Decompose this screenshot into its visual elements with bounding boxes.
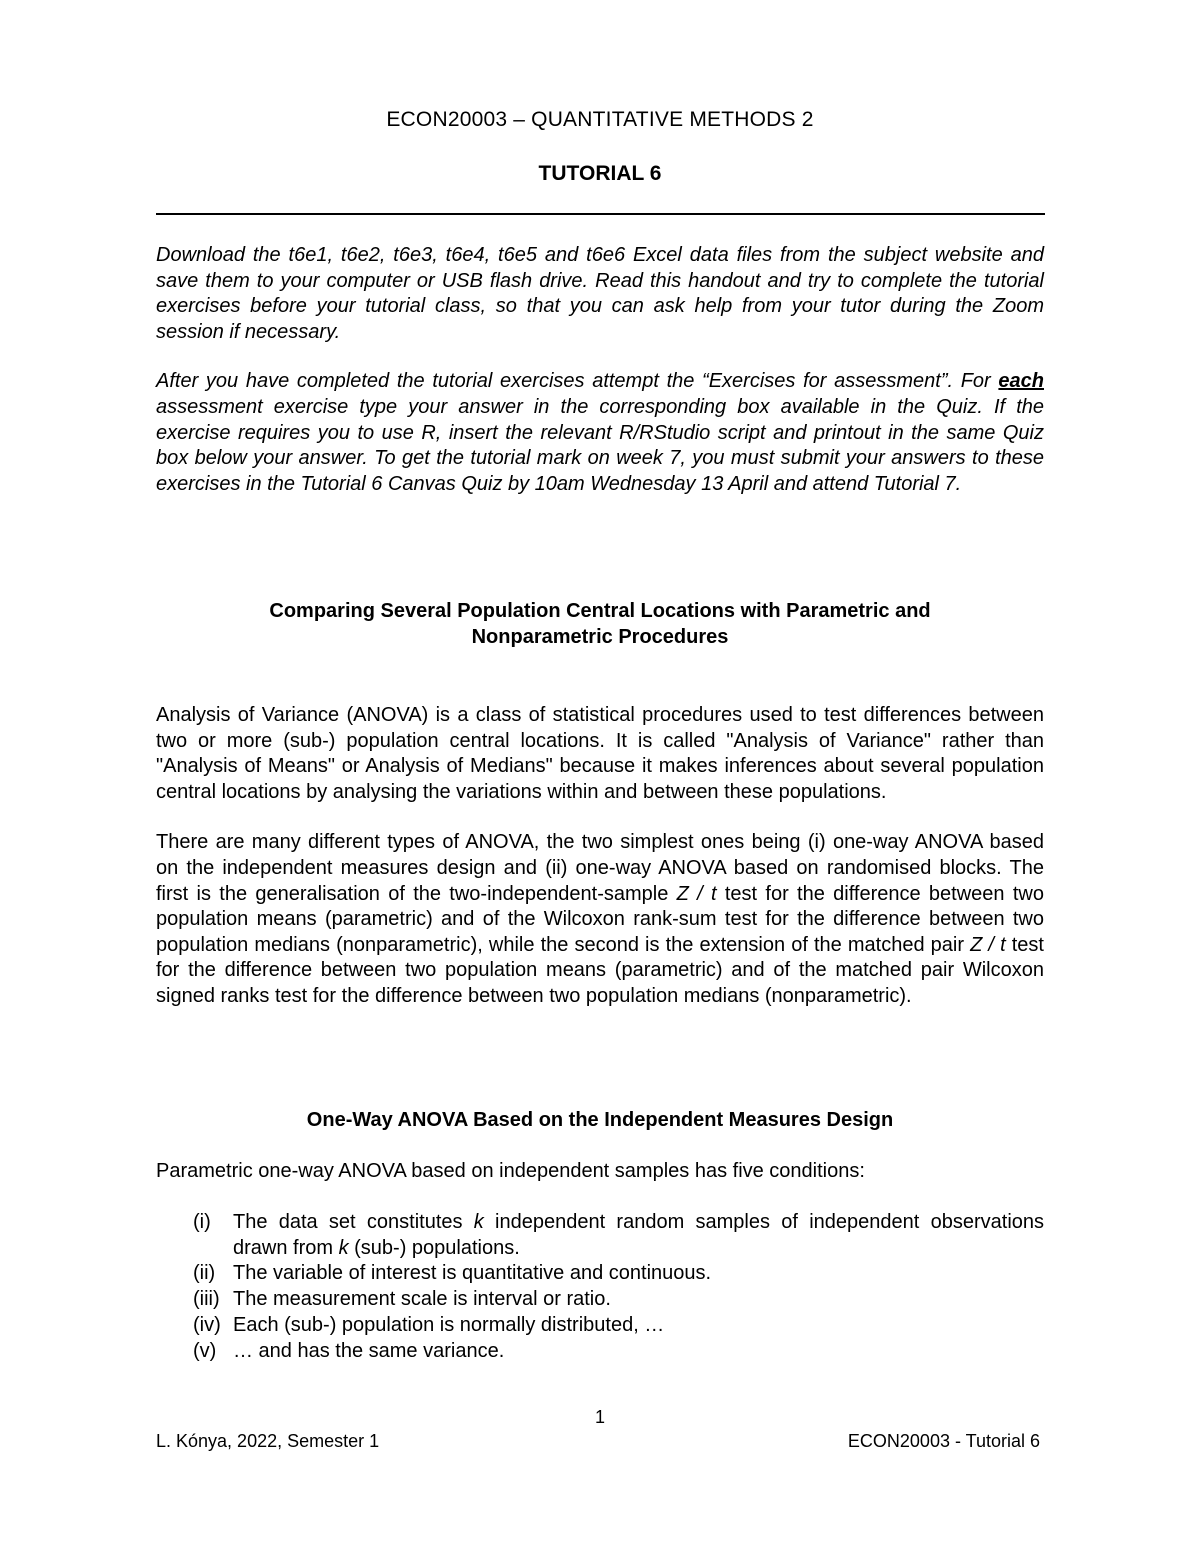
list-item-number: (i) [193,1211,211,1233]
title-divider [156,213,1045,215]
section-heading-line2: Nonparametric Procedures [471,625,729,648]
section-heading-one-way-anova: One-Way ANOVA Based on the Independent Measures Design [306,1109,894,1131]
cond1-text-b: independent random samples of independent observations drawn from [233,1211,1045,1259]
assessment-text-end: assessment exercise type your answer in the corresponding box available in the Quiz. If the exercise requires you to use R, insert the relevant R/RStudio script and printout in the same Quiz box below your answer. To get the tutorial mark on week 7, you must submit your answers to these exercises in the Tutorial 6 Canvas Quiz by 10am Wednesday 13 April and attend Tutorial 7. [156,395,1044,495]
conditions-intro: Parametric one-way ANOVA based on independent samples has five conditions: [156,1160,865,1182]
list-item-text: The variable of interest is quantitative and continuous. [233,1262,712,1285]
list-item [193,1261,1044,1287]
list-item-text: … and has the same variance. [233,1339,505,1362]
list-item-number: (iv) [193,1313,221,1336]
list-item-number: (ii) [193,1262,216,1285]
list-item-text: Each (sub-) population is normally distributed, … [233,1313,665,1336]
list-item [193,1339,1044,1365]
course-title: ECON20003 – QUANTITATIVE METHODS 2 [386,108,814,131]
cond1-text-c: (sub-) populations. [348,1236,520,1259]
list-item [193,1313,1044,1339]
page-number: 1 [594,1407,605,1427]
list-item [193,1210,1044,1261]
footer-course: ECON20003 - Tutorial 6 [847,1431,1040,1451]
intro-instructions [156,243,1044,497]
footer-author: L. Kónya, 2022, Semester 1 [156,1431,380,1451]
anova-definition-paragraph: Analysis of Variance (ANOVA) is a class of statistical procedures used to test differences between two or more (sub-) population central locations. It is called "Analysis of Variance" rather than "Analysis of Means" or Analysis of Medians" because it makes inferences about several population central locations by analysing the variations within and between these populations. [156,704,1044,803]
list-item-text [233,1210,1044,1261]
intro-paragraph-download: Download the t6e1, t6e2, t6e3, t6e4, t6e5 and t6e6 Excel data files from the subject website and save them to your computer or USB flash drive. Read this handout and try to complete the tutorial exercises before your tutorial class, so that you can ask help from your tutor during the Zoom session if necessary. [156,244,1044,343]
anova-overview [156,703,1044,1010]
anova-types-paragraph [156,830,1044,1009]
tutorial-title: TUTORIAL 6 [538,162,662,185]
section-heading-comparing [0,599,1200,650]
cond1-text-a: The data set constitutes [233,1211,474,1233]
types-text-c: test for the difference between two population means (parametric) and of the matched pair Wilcoxon signed ranks test for the difference between two population medians (nonparametric). [156,933,1044,1007]
list-item [193,1287,1044,1313]
cond1-var-k2: k [338,1236,349,1259]
types-var-z-t-2: Z / t [970,933,1006,956]
assessment-emphasis: each [998,370,1044,393]
types-var-z-t-1: Z / t [676,882,717,905]
list-item-number: (iii) [193,1288,220,1311]
types-text-a: There are many different types of ANOVA, the two simplest ones being (i) one-way ANOVA based on the independent measures design and (ii) one-way ANOVA based on randomised blocks. The first is the generalisation of the two-independent-sample [156,831,1044,905]
list-item-number: (v) [193,1339,217,1362]
assessment-text-start: After you have completed the tutorial exercises attempt the “Exercises for assessment”. For [156,370,999,393]
list-item-text: The measurement scale is interval or ratio. [233,1288,611,1311]
types-text-b: test for the difference between two population means (parametric) and of the Wilcoxon rank-sum test for the difference between two population medians (nonparametric), while the second is the extension of the matched pair [156,882,1044,956]
conditions-list [193,1210,1044,1364]
intro-paragraph-assessment [156,369,1044,497]
cond1-var-k: k [473,1211,484,1233]
section-heading-line1: Comparing Several Population Central Locations with Parametric and [269,600,931,622]
